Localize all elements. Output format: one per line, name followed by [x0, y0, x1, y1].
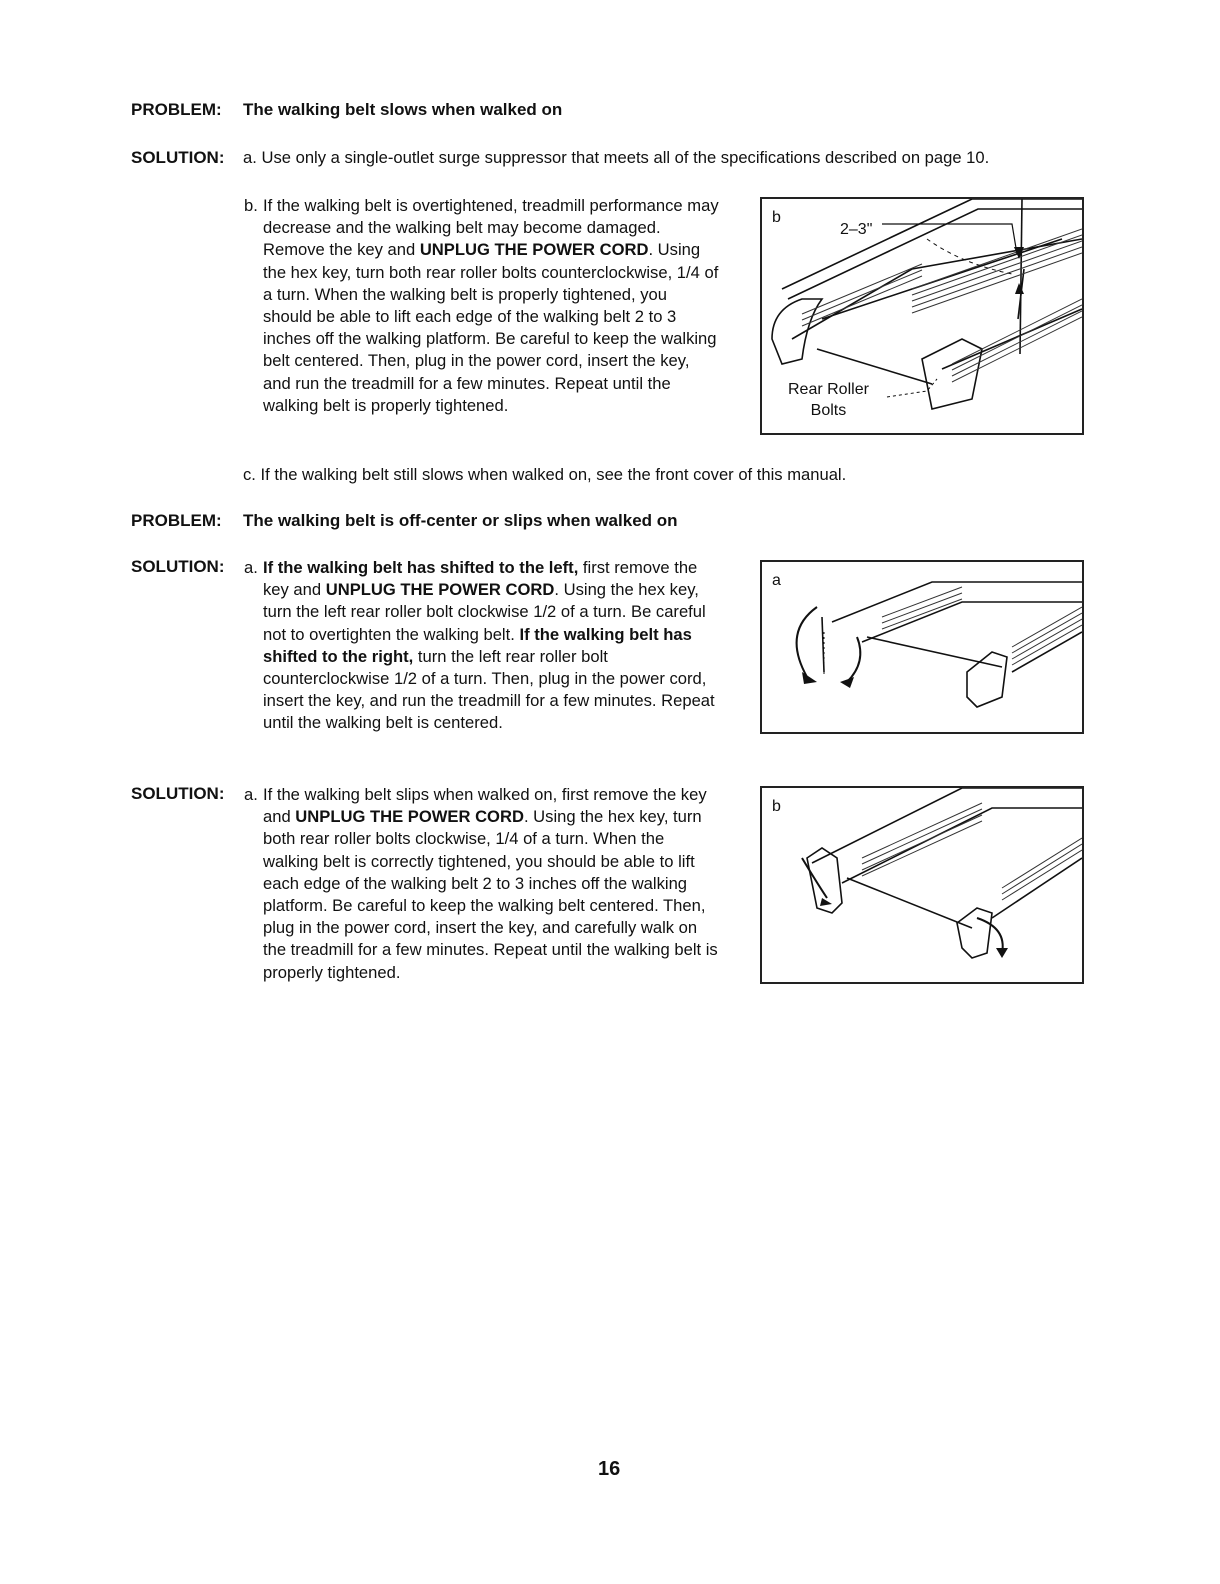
item-letter: a. [244, 558, 258, 577]
problem-heading-belt-off-center [131, 511, 678, 531]
rear-roller-bolts-callout: Rear Roller Bolts [788, 381, 869, 419]
item-text: If the walking belt still slows when walked on, see the front cover of this manual. [260, 465, 847, 484]
figure-belt-shift-adjust [760, 560, 1084, 734]
item-letter: a. [244, 785, 258, 804]
solution-label: SOLUTION: [131, 784, 225, 803]
figure-tighten-both-bolts [760, 786, 1084, 984]
solution-a-text [243, 148, 989, 168]
solution-b-paragraph: b. If the walking belt is overtightened, treadmill performance may decrease and the walking belt may become damaged. Remove the key and UNPLUG THE POWER CORD. Using the hex key, turn both rear roller bolts counterclockwise, 1/4 of a turn. When the walking belt is properly tightened, you should be able to lift each edge of the walking belt 2 to 3 inches off the walking platform. Be careful to keep the walking belt centered. Then, plug in the power cord, insert the key, and run the treadmill for a few minutes. Repeat until the walking belt is properly tightened. [244, 196, 719, 415]
page-number: 16 [598, 1458, 621, 1480]
treadmill-bolts-illustration [762, 788, 1082, 982]
solution-label: SOLUTION: [131, 148, 225, 167]
figure-letter: a [772, 572, 781, 589]
solution-label: SOLUTION: [131, 557, 225, 576]
item-text: Use only a single-outlet surge suppressor that meets all of the specifications described on page 10. [261, 148, 990, 167]
figure-letter: b [772, 798, 781, 815]
problem-label: PROBLEM: [131, 100, 222, 119]
solution-a-paragraph-slips: a. If the walking belt slips when walked on, first remove the key and UNPLUG THE POWER CORD. Using the hex key, turn both rear roller bolts clockwise, 1/4 of a turn. When the walking belt is correctly tightened, you should be able to lift each edge of the walking belt 2 to 3 inches off the walking platform. Be careful to keep the walking belt centered. Then, plug in the power cord, insert the key, and carefully walk on the treadmill for a few minutes. Repeat until the walking belt is properly tightened. [244, 785, 718, 982]
figure-letter: b [772, 209, 781, 226]
item-letter: c. [243, 465, 256, 484]
item-letter: b. [244, 196, 258, 215]
problem-label: PROBLEM: [131, 511, 222, 530]
problem-text: The walking belt slows when walked on [243, 100, 563, 119]
problem-heading-belt-slows [131, 100, 562, 120]
problem-text: The walking belt is off-center or slips when walked on [243, 511, 678, 530]
item-letter: a. [243, 148, 257, 167]
treadmill-roller-illustration [762, 562, 1082, 732]
solution-a-paragraph-shift: a. If the walking belt has shifted to the left, first remove the key and UNPLUG THE POWER CORD. Using the hex key, turn the left rear roller bolt clockwise 1/2 of a turn. Be careful not to overtighten the walking belt. If the walking belt has shifted to the right, turn the left rear roller bolt counterclockwise 1/2 of a turn. Then, plug in the power cord, insert the key, and run the treadmill for a few minutes. Repeat until the walking belt is centered. [244, 558, 715, 733]
figure-rear-roller-bolts [760, 197, 1084, 435]
solution-c-text [243, 465, 846, 485]
measure-label: 2–3" [840, 221, 873, 238]
